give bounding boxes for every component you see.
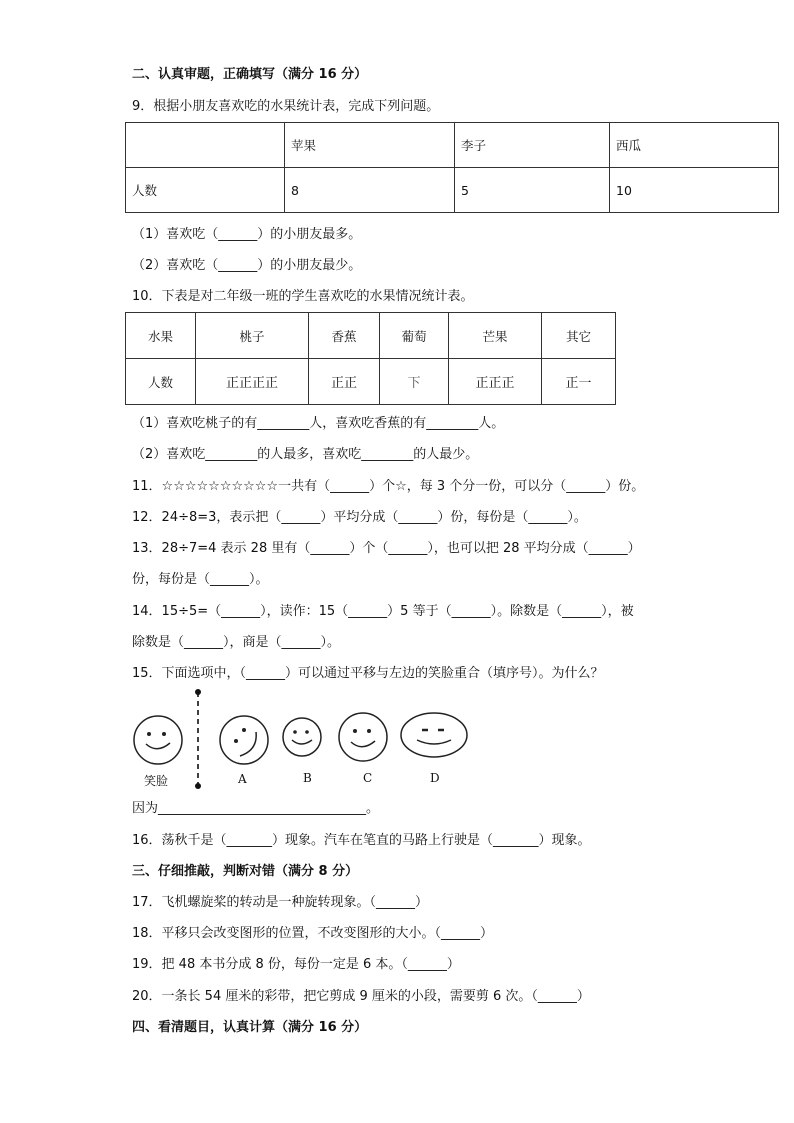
table-cell: 人数 <box>126 168 285 213</box>
table-cell: 芒果 <box>449 313 542 359</box>
table-row <box>126 168 779 213</box>
question-11: 11．☆☆☆☆☆☆☆☆☆☆一共有（______）个☆，每 3 个分一份，可以分（______）份。 <box>132 479 645 494</box>
question-9-prompt: 9．根据小朋友喜欢吃的水果统计表，完成下列问题。 <box>132 99 440 114</box>
table-cell: 桃子 <box>196 313 309 359</box>
question-13-line-2: 份，每份是（______）。 <box>132 572 269 587</box>
table-cell: 西瓜 <box>610 123 779 168</box>
table-cell: 10 <box>610 168 779 213</box>
option-a-smiley-icon <box>220 716 268 764</box>
question-19: 19．把 48 本书分成 8 份，每份一定是 6 本。（______） <box>132 957 460 972</box>
tally-cell: 正正正正 <box>196 359 309 405</box>
question-14-line-1: 14．15÷5=（______），读作：15（______）5 等于（______）。除数是（______），被 <box>132 604 634 619</box>
question-9-sub-2: （2）喜欢吃（______）的小朋友最少。 <box>132 258 362 273</box>
option-d-smiley-icon <box>401 713 467 757</box>
smiley-figures <box>120 686 480 796</box>
question-14-line-2: 除数是（______），商是（______）。 <box>132 635 341 650</box>
question-12: 12．24÷8=3，表示把（______）平均分成（______）份，每份是（______）。 <box>132 510 587 525</box>
option-c-label: C <box>363 771 373 785</box>
section-2-heading: 二、认真审题，正确填写（满分 16 分） <box>132 67 368 82</box>
table-row <box>126 313 616 359</box>
question-15-prompt: 15．下面选项中，（______）可以通过平移与左边的笑脸重合（填序号）。为什么？ <box>132 666 604 681</box>
question-20: 20．一条长 54 厘米的彩带，把它剪成 9 厘米的小段，需要剪 6 次。（______） <box>132 989 590 1004</box>
table-row <box>126 123 779 168</box>
fruit-table-q9 <box>125 122 779 213</box>
option-a-label: A <box>238 772 247 786</box>
option-b-label: B <box>303 771 312 785</box>
table-cell: 5 <box>455 168 610 213</box>
table-cell: 葡萄 <box>380 313 449 359</box>
option-b-smiley-icon <box>283 718 321 756</box>
dashed-divider <box>195 689 201 789</box>
question-10-sub-2: （2）喜欢吃________的人最多，喜欢吃________的人最少。 <box>132 447 479 462</box>
question-18: 18．平移只会改变图形的位置，不改变图形的大小。（______） <box>132 926 494 941</box>
question-9-sub-1: （1）喜欢吃（______）的小朋友最多。 <box>132 227 362 242</box>
option-c-smiley-icon <box>339 713 387 761</box>
question-10-sub-1: （1）喜欢吃桃子的有________人，喜欢吃香蕉的有________人。 <box>132 416 505 431</box>
reference-smiley-icon <box>134 716 182 764</box>
table-cell: 水果 <box>126 313 196 359</box>
tally-cell: 正正 <box>309 359 380 405</box>
table-cell: 香蕉 <box>309 313 380 359</box>
option-d-label: D <box>430 771 440 785</box>
tally-cell: 下 <box>380 359 449 405</box>
question-17: 17．飞机螺旋桨的转动是一种旋转现象。（______） <box>132 895 429 910</box>
question-15-because: 因为________________________________。 <box>132 801 380 816</box>
table-cell: 苹果 <box>285 123 455 168</box>
table-cell: 其它 <box>542 313 616 359</box>
section-3-heading: 三、仔细推敲，判断对错（满分 8 分） <box>132 864 359 879</box>
table-row <box>126 359 616 405</box>
table-cell <box>126 123 285 168</box>
section-4-heading: 四、看清题目，认真计算（满分 16 分） <box>132 1020 368 1035</box>
table-cell: 8 <box>285 168 455 213</box>
smiley-label: 笑脸 <box>144 774 169 788</box>
table-cell: 李子 <box>455 123 610 168</box>
fruit-tally-table-q10 <box>125 312 616 405</box>
question-10-prompt: 10．下表是对二年级一班的学生喜欢吃的水果情况统计表。 <box>132 289 474 304</box>
question-16: 16．荡秋千是（_______）现象。汽车在笔直的马路上行驶是（_______）现象。 <box>132 833 591 848</box>
tally-cell: 正正正 <box>449 359 542 405</box>
tally-cell: 正一 <box>542 359 616 405</box>
question-13-line-1: 13．28÷7=4 表示 28 里有（______）个（______），也可以把 28 平均分成（______） <box>132 541 641 556</box>
table-cell: 人数 <box>126 359 196 405</box>
